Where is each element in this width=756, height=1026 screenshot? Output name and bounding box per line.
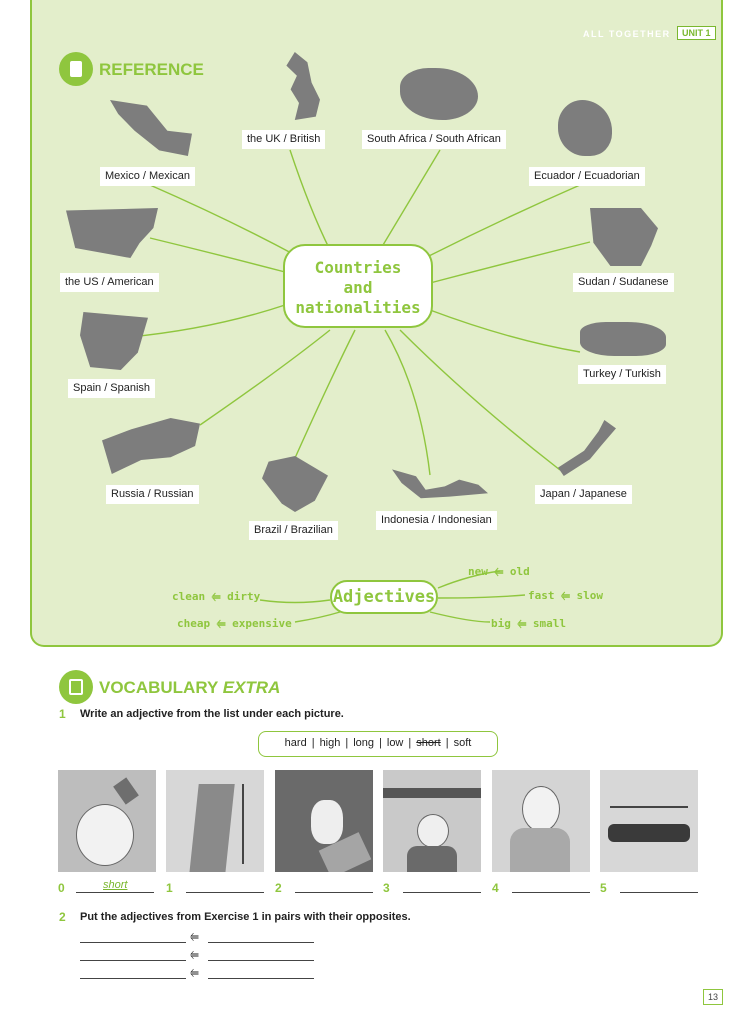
pair-blank-right[interactable] bbox=[208, 942, 314, 943]
page-number: 13 bbox=[703, 989, 723, 1005]
vocabulary-title-main: VOCABULARY bbox=[99, 678, 219, 697]
adjectives-center: Adjectives bbox=[330, 580, 438, 614]
mind-map-center bbox=[283, 244, 433, 328]
center-line-3: nationalities bbox=[295, 298, 421, 317]
adjective-pair: cheap ⥢ expensive bbox=[177, 617, 292, 630]
exercise-2-number: 2 bbox=[59, 910, 66, 924]
turkey-map-icon bbox=[580, 322, 666, 356]
pair-blank-left[interactable] bbox=[80, 978, 186, 979]
picture-number: 2 bbox=[275, 881, 282, 895]
word-item: low bbox=[386, 737, 404, 749]
country-label: Indonesia / Indonesian bbox=[376, 511, 497, 530]
adjective-pair: new ⥢ old bbox=[468, 565, 530, 578]
country-label: Spain / Spanish bbox=[68, 379, 155, 398]
word-item: long bbox=[353, 737, 375, 749]
answer-blank[interactable] bbox=[403, 892, 481, 893]
pair-blank-left[interactable] bbox=[80, 960, 186, 961]
example-answer: short bbox=[103, 879, 128, 891]
dictionary-icon bbox=[59, 670, 93, 704]
adjective-pair: clean ⥢ dirty bbox=[172, 590, 261, 603]
picture-knocking-door bbox=[275, 770, 373, 872]
reference-title: REFERENCE bbox=[99, 60, 204, 79]
country-label: Russia / Russian bbox=[106, 485, 199, 504]
country-label: Sudan / Sudanese bbox=[573, 273, 674, 292]
pair-blank-right[interactable] bbox=[208, 960, 314, 961]
adjective-pair: big ⥢ small bbox=[491, 617, 567, 630]
answer-blank[interactable] bbox=[512, 892, 590, 893]
country-label: Mexico / Mexican bbox=[100, 167, 195, 186]
picture-low-doorway bbox=[383, 770, 481, 872]
opposite-arrow-icon: ⥢ bbox=[190, 967, 199, 979]
section-label: ALL TOGETHER bbox=[583, 29, 671, 39]
word-item: soft bbox=[453, 737, 472, 749]
exercise-1-instruction: Write an adjective from the list under each picture. bbox=[80, 708, 344, 720]
adjective-pair: fast ⥢ slow bbox=[528, 589, 604, 602]
picture-number: 1 bbox=[166, 881, 173, 895]
country-label: Japan / Japanese bbox=[535, 485, 632, 504]
picture-number: 5 bbox=[600, 881, 607, 895]
word-item-used: short bbox=[416, 737, 441, 749]
picture-number: 4 bbox=[492, 881, 499, 895]
country-label: Brazil / Brazilian bbox=[249, 521, 338, 540]
picture-long-car bbox=[600, 770, 698, 872]
unit-badge: UNIT 1 bbox=[677, 26, 716, 40]
opposite-arrow-icon: ⥢ bbox=[190, 931, 199, 943]
picture-number: 3 bbox=[383, 881, 390, 895]
answer-blank[interactable] bbox=[620, 892, 698, 893]
word-item: hard bbox=[284, 737, 307, 749]
vocabulary-title bbox=[99, 678, 280, 698]
opposite-arrow-icon: ⥢ bbox=[190, 949, 199, 961]
answer-blank[interactable] bbox=[186, 892, 264, 893]
exercise-2-instruction: Put the adjectives from Exercise 1 in pairs with their opposites. bbox=[80, 911, 411, 923]
word-item: high bbox=[319, 737, 341, 749]
answer-blank[interactable] bbox=[295, 892, 373, 893]
center-line-1: Countries bbox=[314, 258, 402, 277]
answer-blank[interactable] bbox=[76, 892, 154, 893]
country-label: Turkey / Turkish bbox=[578, 365, 666, 384]
country-label: Ecuador / Ecuadorian bbox=[529, 167, 645, 186]
picture-number: 0 bbox=[58, 881, 65, 895]
center-line-2: and bbox=[343, 278, 373, 297]
country-label: the US / American bbox=[60, 273, 159, 292]
pair-blank-left[interactable] bbox=[80, 942, 186, 943]
word-list-box: hard | high | long | low | short | soft bbox=[258, 731, 498, 757]
pair-blank-right[interactable] bbox=[208, 978, 314, 979]
picture-boy-short bbox=[58, 770, 156, 872]
country-label: South Africa / South African bbox=[362, 130, 506, 149]
picture-girl-soft bbox=[492, 770, 590, 872]
picture-tall-building bbox=[166, 770, 264, 872]
vocabulary-title-extra: EXTRA bbox=[222, 678, 281, 697]
country-label: the UK / British bbox=[242, 130, 325, 149]
exercise-1-number: 1 bbox=[59, 707, 66, 721]
